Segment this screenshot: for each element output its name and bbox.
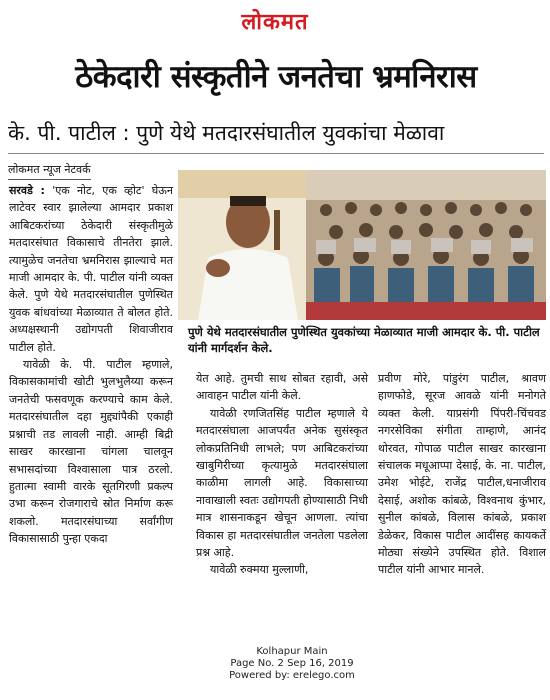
powered-by: Powered by: erelego.com bbox=[229, 670, 355, 681]
page-info: Page No. 2 Sep 16, 2019 bbox=[230, 658, 354, 669]
paragraph-text: 'एक नोट, एक व्होट' घेऊन लाटेवर स्वार झालेल्या आमदार प्रकाश आबिटकरांच्या ठेकेदारी संस्कृतीमुळे मतदारसंघात विकासाचे तीनतेरा झाले. त्यामुळेच जनतेचा भ्रमनिरास झाल्याचे मत माजी आमदार के. पी. पाटील यांनी व्यक्त केले. पुणे येथे मतदारसंघातील पुणेस्थित युवक बांधवांच्या मेळाव्यात ते बोलत होते. अध्यक्षस्थानी उद्योगपती शिवाजीराव पाटील होते. bbox=[9, 184, 173, 354]
divider bbox=[8, 153, 544, 154]
masthead bbox=[0, 0, 550, 42]
photo-audience bbox=[306, 170, 546, 320]
byline: लोकमत न्यूज नेटवर्क bbox=[8, 162, 91, 180]
paragraph: प्रवीण मोरे, पांडुरंग पाटील, श्रावण हाणफोडे, सूरज आवळे यांनी मनोगते व्यक्त केली. याप्रसंगी पिंपरी-चिंचवड नगरसेविका संगीता ताम्हाणे, आनंद थोरवत, गोपाळ पाटील साखर कारखाना संचालक मधूआप्पा देसाई, के. ना. पाटील, उमेश भोईटे, राजेंद्र पाटील,धनाजीराव देसाई, अशोक कांबळे, विश्वनाथ कुंभार, सुनील कांबळे, विलास कांबळे, प्रकाश डेळेकर, विकास पाटील आदींसह कायकर्ते मोठ्या संख्येने उपस्थित होते. विशाल पाटील यांनी आभार मानले. bbox=[378, 372, 546, 577]
paragraph: यावेळी रुक्मया मुल्लाणी, bbox=[210, 563, 309, 577]
paragraph bbox=[9, 182, 173, 356]
paragraph: यावेळी के. पी. पाटील म्हणाले, विकासकामांची खोटी भुलभुलैय्या करून जनतेची फसवणूक करण्याचे काम केले. मतदारसंघातील दहा मुद्द्यांपैकी एकाही प्रश्नाची तड लावली नाही. आम्ही बिद्री साखर कारखाना चांगला चालवून सभासदांच्या विश्वासाला पात्र ठरलो. हुतात्मा स्वामी वारके सूतगिरणी प्रकल्प उभा करून रोजगाराचे स्रोत निर्माण करू शकलो. मतदारसंघाच्या सर्वांगीण विकासासाठी पुन्हा एकदा bbox=[9, 358, 173, 546]
article-column-1 bbox=[9, 182, 173, 548]
article-column-3 bbox=[378, 370, 546, 579]
paragraph: येत आहे. तुमची साथ सोबत रहावी, असे आवाहन पाटील यांनी केले. bbox=[196, 372, 368, 403]
page-footer bbox=[192, 646, 392, 682]
lokmat-logo: लोकमत bbox=[241, 9, 309, 35]
headline: ठेकेदारी संस्कृतीने जनतेचा भ्रमनिरास bbox=[75, 59, 477, 95]
edition-label: Kolhapur Main bbox=[256, 646, 328, 657]
dateline: सरवडे : bbox=[9, 184, 45, 197]
paragraph: यावेळी रणजितसिंह पाटील म्हणाले ये मतदारसंघाला आजपर्यंत अनेक सुसंस्कृत लोकप्रतिनिधी लाभले; पण आबिटकरांच्या खाबुगिरीच्या कृत्यामुळे मतदारसंघाला काळीमा लागली आहे. विकासाच्या नावाखाली स्वतः उद्योगपती होण्यासाठी निधी मात्र शासनाकडून खेचून आणला. त्यांचा विकास हा मतदारसंघातील जनतेला पडलेला प्रश्न आहे. bbox=[196, 406, 368, 560]
subheadline: के. पी. पाटील : पुणे येथे मतदारसंघातील युवकांचा मेळावा bbox=[8, 121, 445, 145]
photo-speaker bbox=[178, 170, 306, 320]
article-column-2 bbox=[196, 370, 368, 579]
photo-caption: पुणे येथे मतदारसंघातील पुणेस्थित युवकांच्या मेळाव्यात माजी आमदार के. पी. पाटील यांनी मार्गदर्शन केले. bbox=[188, 325, 540, 355]
